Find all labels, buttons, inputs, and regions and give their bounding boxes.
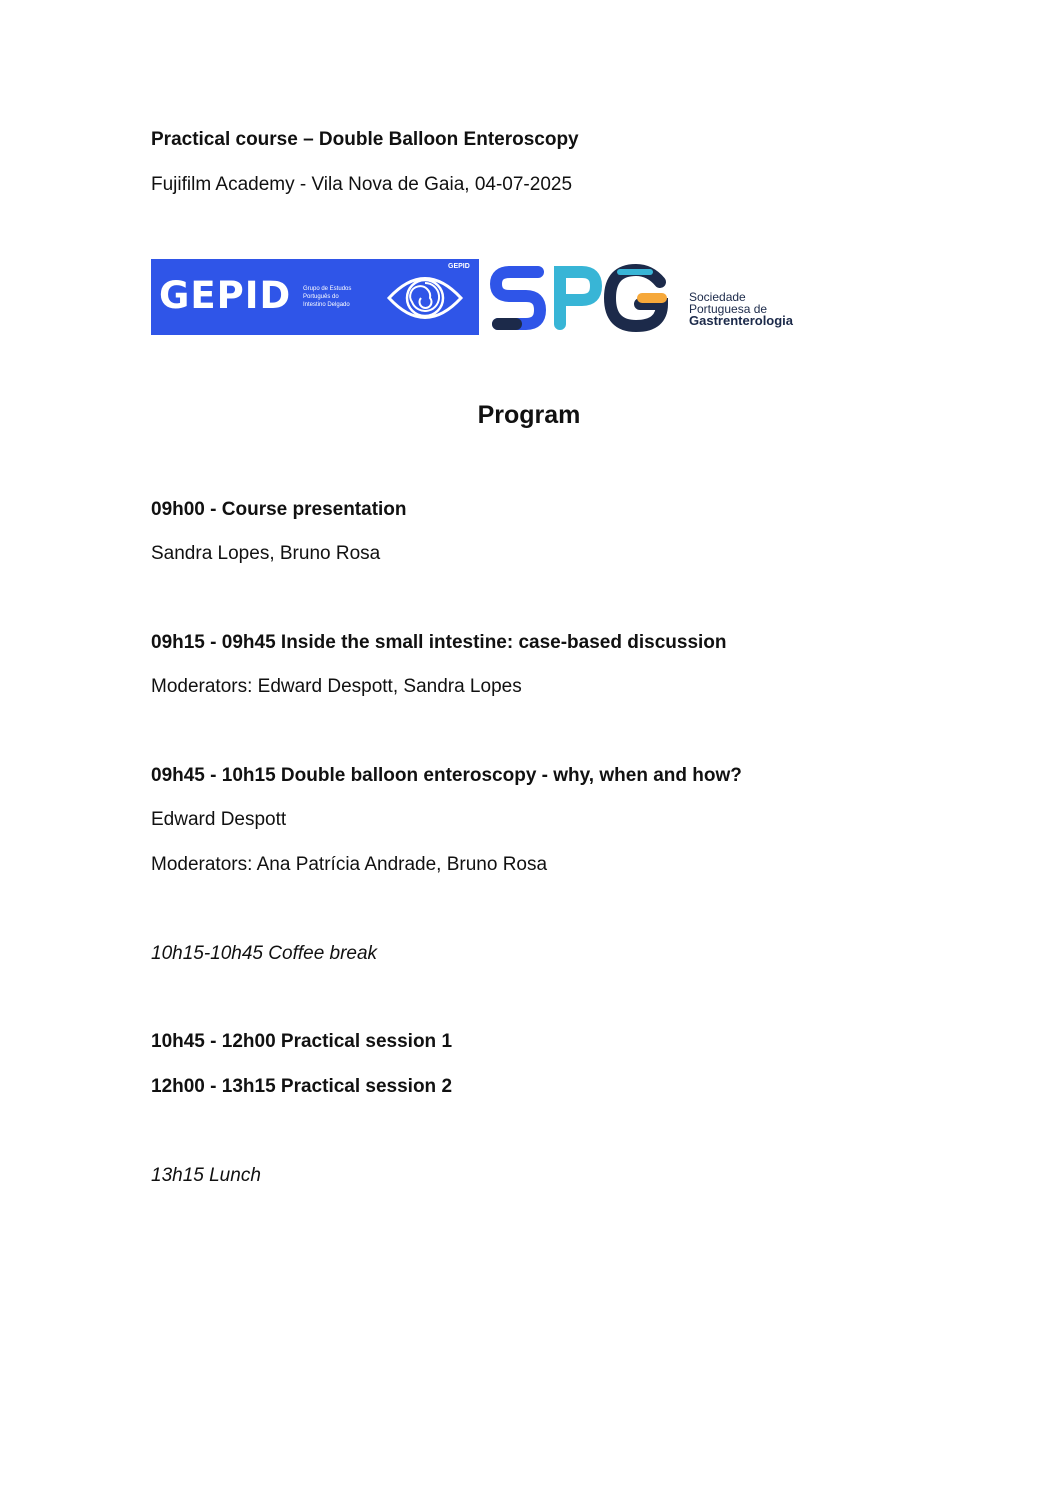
coffee-break: 10h15-10h45 Coffee break: [151, 943, 378, 964]
program-item-moderators: Moderators: Edward Despott, Sandra Lopes: [151, 676, 522, 697]
gepid-logo-subtitle: Grupo de Estudos Português do Intestino Delgado: [303, 286, 352, 308]
eye-spiral-icon: [385, 267, 465, 329]
practical-session-2: 12h00 - 13h15 Practical session 2: [151, 1076, 453, 1097]
gepid-logo-tag: GEPID: [448, 263, 470, 270]
spg-line-2: Portuguesa de: [689, 302, 768, 316]
course-location-date: Fujifilm Academy - Vila Nova de Gaia, 04-07-2025: [151, 174, 573, 195]
lunch: 13h15 Lunch: [151, 1165, 261, 1186]
spg-logo-text: [689, 291, 793, 327]
spg-logo-letters: [490, 264, 670, 332]
gepid-logo-word: GEPID: [159, 274, 292, 317]
practical-session-1: 10h45 - 12h00 Practical session 1: [151, 1031, 453, 1052]
course-title: Practical course – Double Balloon Enteroscopy: [151, 129, 579, 150]
program-item-moderators: Moderators: Ana Patrícia Andrade, Bruno Rosa: [151, 854, 548, 875]
program-item-speakers: Sandra Lopes, Bruno Rosa: [151, 543, 381, 564]
spg-line-3: Gastrenterologia: [689, 313, 794, 328]
program-item-speakers: Edward Despott: [151, 809, 287, 830]
program-heading: Program: [477, 401, 581, 429]
gepid-logo: [151, 259, 479, 335]
spg-line-1: Sociedade: [689, 290, 746, 304]
program-item-title: 09h00 - Course presentation: [151, 499, 407, 520]
program-item-title: 09h45 - 10h15 Double balloon enteroscopy - why, when and how?: [151, 765, 742, 786]
program-item-title: 09h15 - 09h45 Inside the small intestine: case-based discussion: [151, 632, 727, 653]
